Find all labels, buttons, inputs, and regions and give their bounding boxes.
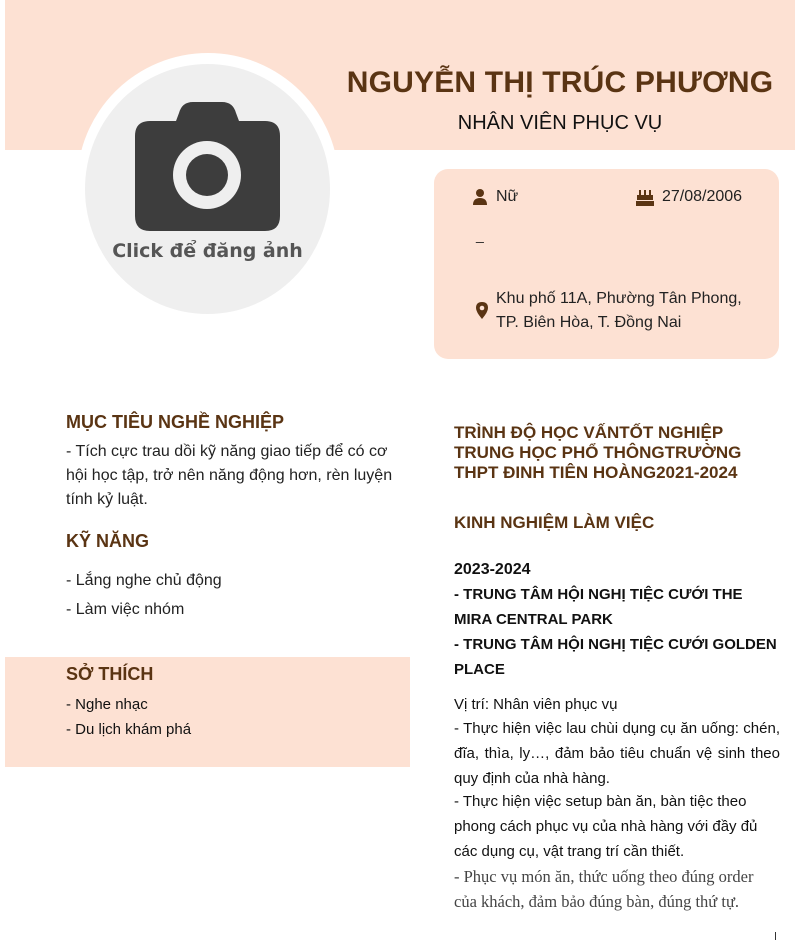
photo-caption: Click để đăng ảnh <box>112 240 303 262</box>
camera-icon <box>135 101 280 231</box>
experience-duty: - Thực hiện việc lau chùi dụng cụ ăn uống: chén, đĩa, thìa, ly…, đảm bảo tiêu chuẩn vệ sinh theo quy định của nhà hàng. <box>454 720 780 787</box>
objective-text: - Tích cực trau dồi kỹ năng giao tiếp để có cơ hội học tập, trở nên năng động hơn, rèn luyện tính kỷ luật. <box>66 443 393 508</box>
objective-title: MỤC TIÊU NGHỀ NGHIỆP <box>66 412 285 432</box>
experience-company: - TRUNG TÂM HỘI NGHỊ TIỆC CƯỚI THE MIRA CENTRAL PARK <box>454 586 743 628</box>
hobbies-title: SỞ THÍCH <box>66 664 154 684</box>
photo-upload[interactable] <box>85 64 330 314</box>
personal-info-card <box>434 169 779 359</box>
skill-item: - Làm việc nhóm <box>66 601 185 618</box>
experience-duty: - Thực hiện việc setup bàn ăn, bàn tiệc theo phong cách phục vụ của nhà hàng với đầy đủ các dụng cụ, vật trang trí cần thiết. <box>454 793 758 860</box>
empty-field-placeholder: _ <box>476 227 484 243</box>
skills-title: KỸ NĂNG <box>66 531 150 551</box>
page-end-mark <box>775 932 776 940</box>
birthday-cake-icon <box>636 188 654 206</box>
experience-duty: - Phục vụ món ăn, thức uống theo đúng order của khách, đảm bảo đúng bàn, đúng thứ tự. <box>454 867 754 911</box>
experience-period: 2023-2024 <box>454 561 531 578</box>
user-icon <box>473 189 487 205</box>
skill-item: - Lắng nghe chủ động <box>66 572 222 589</box>
hobby-item: - Nghe nhạc <box>66 696 148 713</box>
map-marker-icon <box>476 302 488 319</box>
education-text: TRÌNH ĐỘ HỌC VẤNTỐT NGHIỆP TRUNG HỌC PHỔ THÔNGTRƯỜNG THPT ĐINH TIÊN HOÀNG2021-2024 <box>454 423 742 482</box>
experience-role: Vị trí: Nhân viên phục vụ <box>454 696 618 713</box>
experience-title: KINH NGHIỆM LÀM VIỆC <box>454 513 655 532</box>
experience-company: - TRUNG TÂM HỘI NGHỊ TIỆC CƯỚI GOLDEN PLACE <box>454 636 777 678</box>
gender-value: Nữ <box>496 188 519 205</box>
job-position: NHÂN VIÊN PHỤC VỤ <box>457 112 663 134</box>
candidate-name: NGUYỄN THỊ TRÚC PHƯƠNG <box>346 66 774 99</box>
hobby-item: - Du lịch khám phá <box>66 721 192 738</box>
address-value: Khu phố 11A, Phường Tân Phong, TP. Biên Hòa, T. Đồng Nai <box>496 290 742 331</box>
birthdate-value: 27/08/2006 <box>662 188 743 205</box>
